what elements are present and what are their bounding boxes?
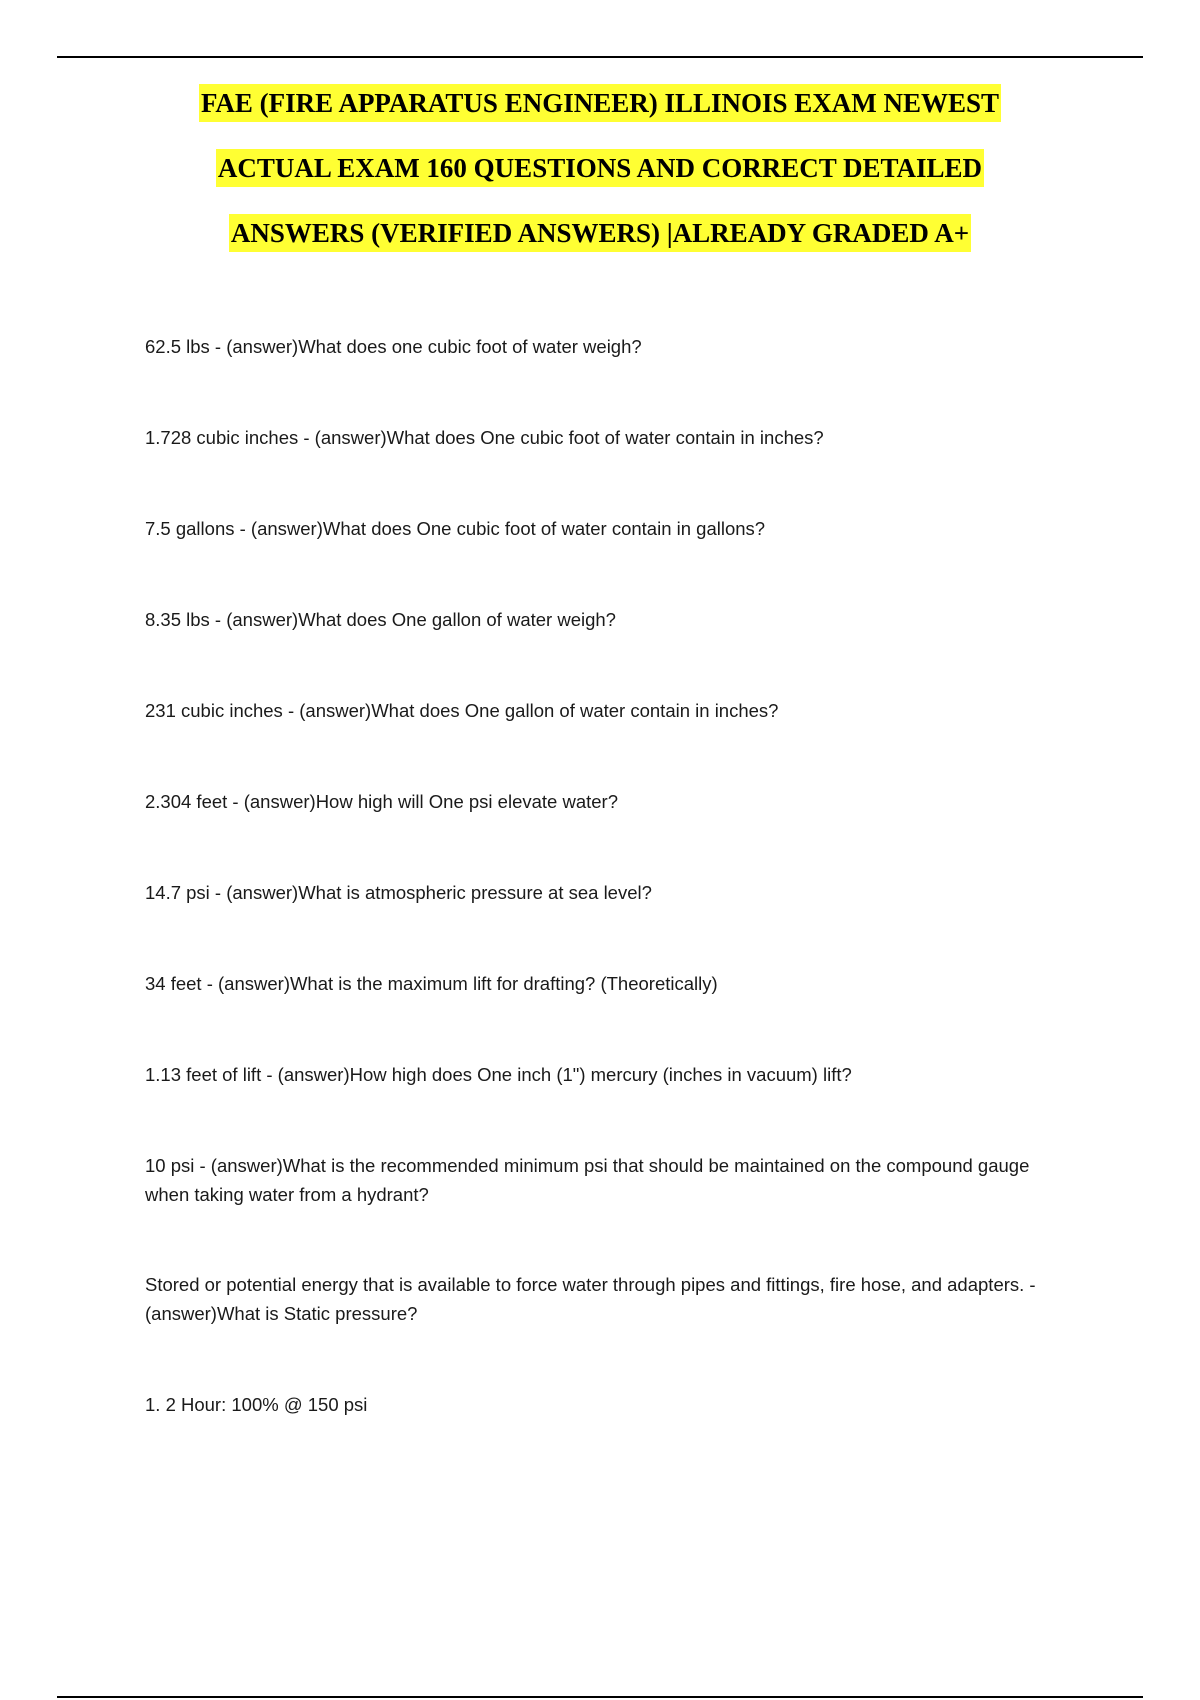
- title-line-2: [0, 135, 1200, 200]
- bottom-rule: [57, 1696, 1143, 1698]
- qa-entry-7: 14.7 psi - (answer)What is atmospheric pressure at sea level?: [145, 882, 652, 903]
- top-rule: [57, 56, 1143, 58]
- qa-entry-12: 1. 2 Hour: 100% @ 150 psi: [145, 1394, 368, 1415]
- qa-entry-5: 231 cubic inches - (answer)What does One gallon of water contain in inches?: [145, 700, 779, 721]
- qa-entry-11: Stored or potential energy that is available to force water through pipes and fittings, fire hose, and adapters. - (answer)What is Static pressure?: [145, 1274, 1036, 1324]
- title-line-3: [0, 200, 1200, 265]
- title-line-1: [0, 70, 1200, 135]
- qa-entry-9: 1.13 feet of lift - (answer)How high does One inch (1") mercury (inches in vacuum) lift?: [145, 1064, 852, 1085]
- qa-entry-8: 34 feet - (answer)What is the maximum lift for drafting? (Theoretically): [145, 973, 718, 994]
- qa-entry-4: 8.35 lbs - (answer)What does One gallon of water weigh?: [145, 609, 616, 630]
- title-text-1: FAE (FIRE APPARATUS ENGINEER) ILLINOIS EXAM NEWEST: [199, 84, 1001, 122]
- title-text-2: ACTUAL EXAM 160 QUESTIONS AND CORRECT DETAILED: [216, 149, 984, 187]
- qa-entry-10: 10 psi - (answer)What is the recommended minimum psi that should be maintained on the compound gauge when taking water from a hydrant?: [145, 1155, 1030, 1205]
- qa-entry-3: 7.5 gallons - (answer)What does One cubic foot of water contain in gallons?: [145, 518, 766, 539]
- qa-entry-1: 62.5 lbs - (answer)What does one cubic foot of water weigh?: [145, 336, 642, 357]
- document-title: [0, 70, 1200, 265]
- title-text-3: ANSWERS (VERIFIED ANSWERS) |ALREADY GRADED A+: [229, 214, 971, 252]
- qa-entry-2: 1.728 cubic inches - (answer)What does One cubic foot of water contain in inches?: [145, 427, 824, 448]
- qa-entry-6: 2.304 feet - (answer)How high will One psi elevate water?: [145, 791, 619, 812]
